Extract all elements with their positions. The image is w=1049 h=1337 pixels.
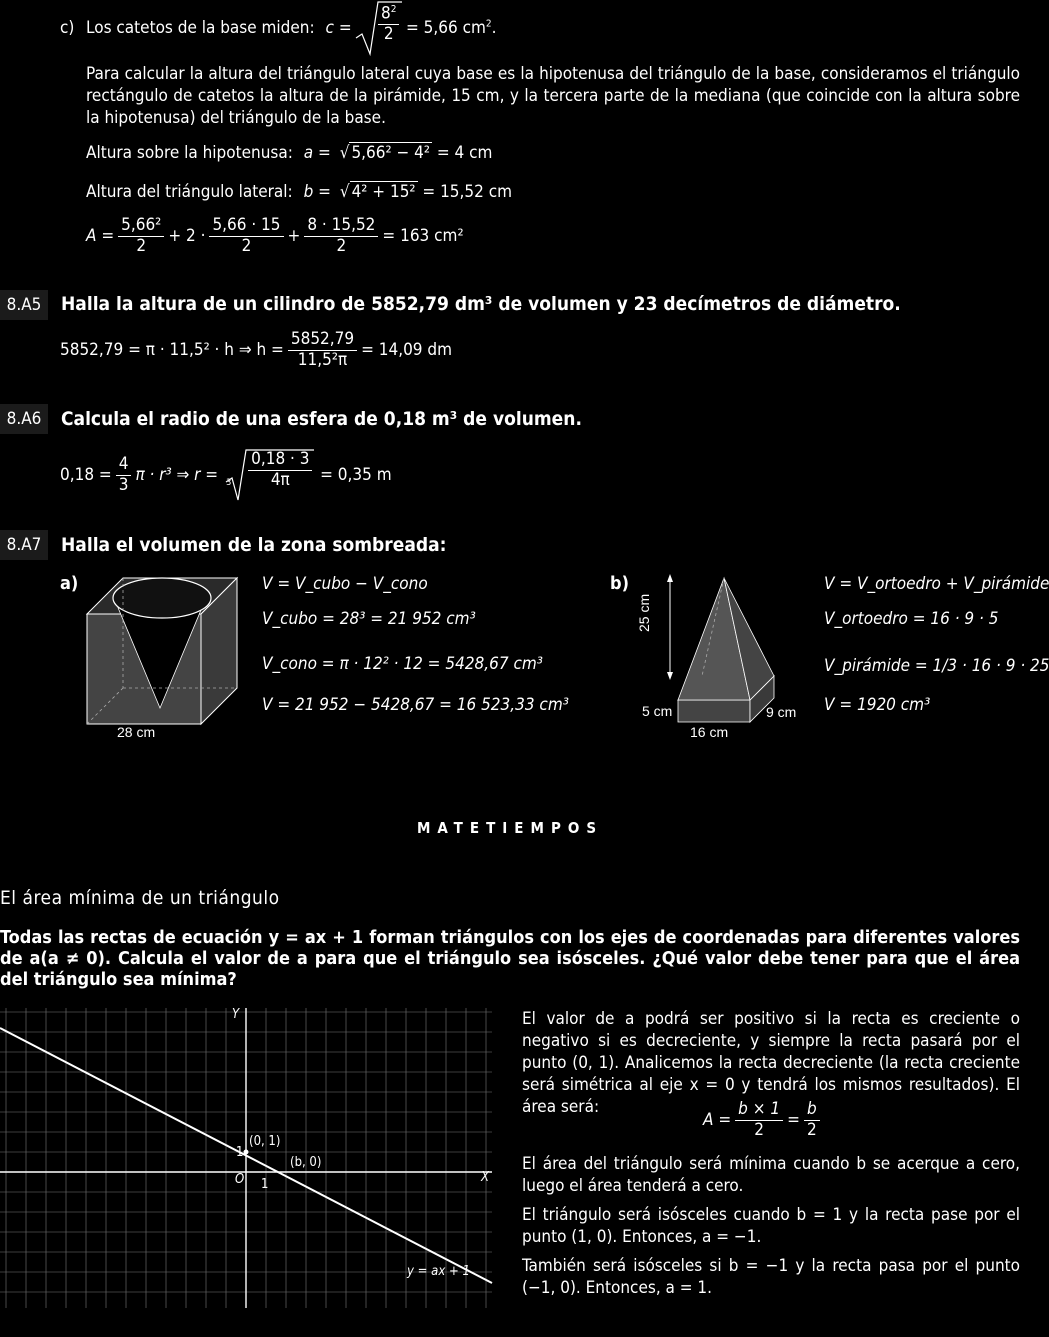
exercise-tag-a7: 8.A7 [0,530,48,560]
problem-statement: Todas las rectas de ecuación y = ax + 1 forman triángulos con los ejes de coordenadas para diferentes valores de a(a ≠ 0). Calcula el valor de a para que el triángulo sea isósceles. ¿Qué valor debe tener para que el área del triángulo sea mínima? [0,927,1020,990]
cube-root-index: 3 [226,478,232,488]
exercise-title-a6: Calcula el radio de una esfera de 0,18 m³ de volumen. [61,408,582,430]
cube-with-cone-figure [84,576,244,731]
prism-side-label: 5 cm [642,703,673,719]
a7b-line-2: V_ortoedro = 16 · 9 · 5 [824,609,999,629]
point-0-1-label: (0, 1) [249,1134,281,1149]
exercise-title-a7: Halla el volumen de la zona sombreada: [61,534,447,556]
exercise-tag-a6: 8.A6 [0,404,48,434]
c-text [86,18,352,38]
altura-lateral-line: Altura del triángulo lateral: b = √ 4² + 15² = 15,52 cm [86,182,513,202]
origin-label: O [235,1172,245,1187]
point-b-0-label: (b, 0) [290,1155,322,1170]
prism-depth-label: 9 cm [766,704,797,720]
c-frac-den: 2 [383,24,394,45]
a7b-line-4: V = 1920 cm³ [824,695,931,715]
y-unit-label: 1 [236,1145,244,1160]
a7b-line-3: V_pirámide = 1/3 · 16 · 9 · 25 [824,656,1049,676]
a7b-line-1: V = V_ortoedro + V_pirámide [824,574,1049,594]
exercise-title-a5: Halla la altura de un cilindro de 5852,79 dm³ de volumen y 23 decímetros de diámetro. [61,293,901,315]
problem-title: El área mínima de un triángulo [0,887,280,909]
sqrt-symbol: √ [339,182,350,202]
a5-solution: 5852,79 = π · 11,5² · h ⇒ h = $\frac{5852,79}{\text{11,5²π}}$ = 14,09 dm [60,329,453,370]
sqrt-symbol: √ [339,143,350,163]
solution-paragraph-2: El área del triángulo será mínima cuando b se acerque a cero, luego el área tenderá a cero. [522,1154,1020,1196]
y-axis-label: Y [232,1007,240,1022]
a7a-line-1: V = V_cubo − V_cono [262,574,428,594]
line-equation-label: y = ax + 1 [407,1264,470,1279]
x-axis-label: X [481,1170,490,1185]
c-eq: = [338,18,352,38]
a7a-line-4: V = 21 952 − 5428,67 = 16 523,33 cm³ [262,695,569,715]
a7a-line-3: V_cono = π · 12² · 12 = 5428,67 cm³ [262,654,543,674]
section-heading-matetiempos: MATETIEMPOS [416,819,604,837]
prism-height-label: 25 cm [636,593,652,632]
a7a-line-2: V_cubo = 28³ = 21 952 cm³ [262,609,476,629]
c-result: = 5,66 $cm^2$. [406,18,497,38]
exercise-tag-a5: 8.A5 [0,290,48,320]
prism-width-label: 16 cm [690,724,729,740]
paragraph-altura: Para calcular la altura del triángulo lateral cuya base es la hipotenusa del triángulo de la base, consideramos el triángulo rectángulo de catetos la altura de la pirámide, 15 cm, y la tercera parte de la mediana (que coincide con la altura sobre la hipotenusa) del triángulo de la base. [86,64,1020,128]
altura-hipotenusa-line: Altura sobre la hipotenusa: a = √ 5,66² − 4² = 4 cm [86,143,493,163]
c-frac-num: $8^2$ [378,4,399,25]
part-b-label: b) [610,573,629,594]
cube-dimension: 28 cm [117,724,156,740]
area-formula: A = $\frac{\text{5,66²}}{2}$ + 2 · $\frac{5,66 \cdot 15}{2}$ + $\frac{8 \cdot 15,52}{2}$ = 163 cm² [86,215,464,256]
solution-paragraph-3: El triángulo será isósceles cuando b = 1 y la recta pase por el punto (1, 0). Entonces, a = −1. [522,1205,1020,1247]
area-min-formula: A = $\frac{b \times 1}{2}$ = $\frac{b}{2}$ [703,1100,824,1140]
solution-paragraph-1: El valor de a podrá ser positivo si la recta es creciente o negativo si es decreciente, y siempre la recta pasará por el punto (0, 1). Analicemos la recta decreciente (la recta creciente será simétrica al eje x = 0 y tendrá los mismos resultados). El área será: [522,1009,1020,1117]
a6-solution: 0,18 = $\frac{4}{3}$ π · r³ ⇒ r = 3 $\frac{0,18 \cdot 3}{4\pi}$ = 0,35 m [60,448,392,502]
c-var: c [325,18,334,38]
c-label: c) [60,18,75,38]
coordinate-graph [0,1008,492,1308]
c-sentence: Los catetos de la base miden: [86,18,315,38]
part-a-label: a) [60,573,79,594]
solution-paragraph-4: También será isósceles si b = −1 y la recta pasa por el punto (−1, 0). Entonces, a = 1. [522,1256,1020,1298]
x-unit-label: 1 [261,1177,269,1192]
